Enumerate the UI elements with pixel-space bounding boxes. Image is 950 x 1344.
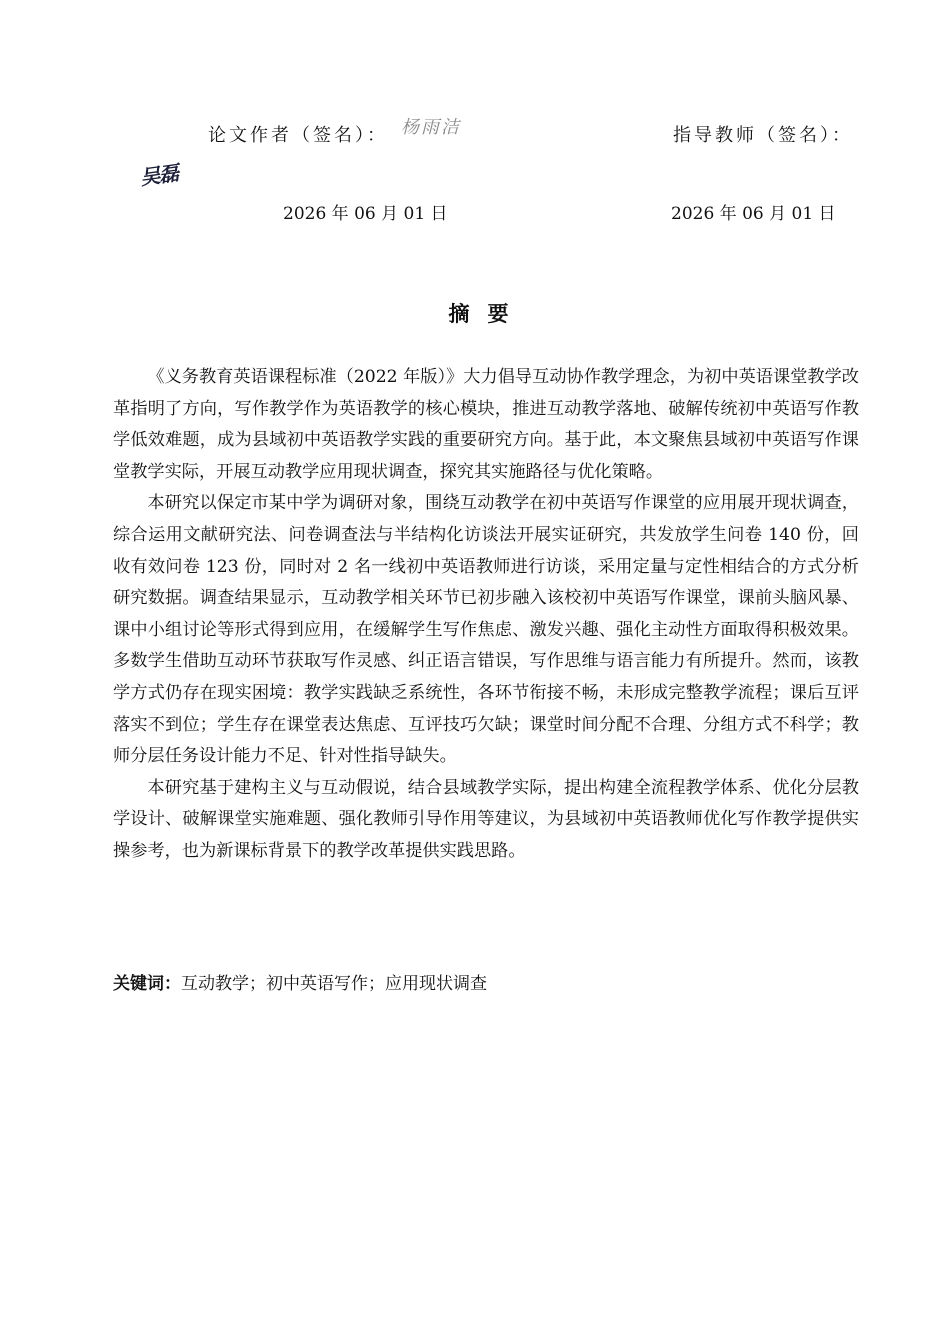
author-sign-date: 2026 年 06 月 01 日	[283, 204, 448, 224]
abstract-paragraph: 本研究以保定市某中学为调研对象，围绕互动教学在初中英语写作课堂的应用展开现状调查，综合运用文献研究法、问卷调查法与半结构化访谈法开展实证研究，共发放学生问卷 140 份，回收有效问卷 123 份，同时对 2 名一线初中英语教师进行访谈，采用定量与定性相结合的方式分析研究数据。调查结果显示，互动教学相关环节已初步融入该校初中英语写作课堂，课前头脑风暴、课中小组讨论等形式得到应用，在缓解学生写作焦虑、激发兴趣、强化主动性方面取得积极效果。多数学生借助互动环节获取写作灵感、纠正语言错误，写作思维与语言能力有所提升。然而，该教学方式仍存在现实困境：教学实践缺乏系统性，各环节衔接不畅，未形成完整教学流程；课后互评落实不到位；学生存在课堂表达焦虑、互评技巧欠缺；课堂时间分配不合理、分组方式不科学；教师分层任务设计能力不足、针对性指导缺失。	[113, 493, 859, 767]
advisor-handwritten-signature: 吴磊	[138, 160, 180, 190]
author-signature-label: 论文作者（签名）：	[208, 125, 388, 146]
author-handwritten-signature: 杨雨洁	[401, 117, 461, 138]
abstract-title: 摘要	[448, 302, 527, 326]
advisor-sign-date: 2026 年 06 月 01 日	[671, 204, 836, 224]
advisor-signature-label: 指导教师（签名）：	[673, 125, 853, 146]
abstract-paragraph: 本研究基于建构主义与互动假说，结合县域教学实际，提出构建全流程教学体系、优化分层教学设计、破解课堂实施难题、强化教师引导作用等建议，为县域初中英语教师优化写作教学提供实操参考，也为新课标背景下的教学改革提供实践思路。	[113, 777, 859, 861]
keywords-text: 互动教学；初中英语写作；应用现状调查	[181, 974, 487, 994]
abstract-paragraph: 《义务教育英语课程标准（2022 年版）》大力倡导互动协作教学理念，为初中英语课堂教学改革指明了方向，写作教学作为英语教学的核心模块，推进互动教学落地、破解传统初中英语写作教学低效难题，成为县域初中英语教学实践的重要研究方向。基于此，本文聚焦县域初中英语写作课堂教学实际，开展互动教学应用现状调查，探究其实施路径与优化策略。	[113, 367, 859, 482]
abstract-body	[113, 362, 859, 868]
keywords-line	[113, 969, 487, 994]
keywords-label: 关键词：	[113, 974, 181, 994]
